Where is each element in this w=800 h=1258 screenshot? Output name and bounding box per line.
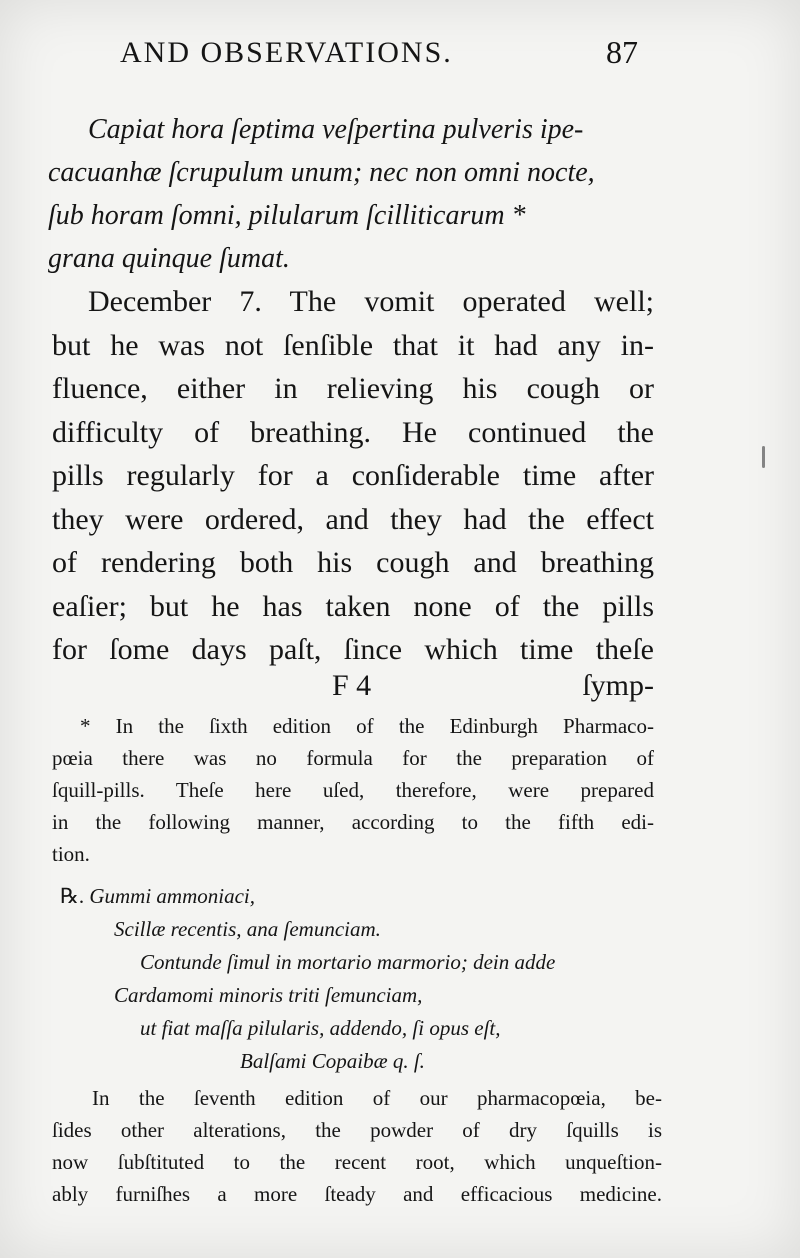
prescription-line: grana quinque ſumat. [48,243,290,274]
catchword: ſymp- [582,669,654,702]
body-line: for ſome days paſt, ſince which time theſe [52,633,654,666]
signature-mark: F 4 [332,669,372,702]
footnote-line: ably furniſhes a more ſteady and efficacious medicine. [52,1182,662,1206]
recipe-line [60,880,660,913]
footnote-line: In the ſeventh edition of our pharmacopœia, be- [92,1086,662,1110]
footnote-line: now ſubſtituted to the recent root, which unqueſtion- [52,1150,662,1174]
body-line: difficulty of breathing. He continued the [52,415,654,449]
recipe-line: ut fiat maſſa pilularis, addendo, ſi opus eſt, [140,1016,501,1040]
body-line: pills regularly for a conſiderable time after [52,459,654,492]
body-line: eaſier; but he has taken none of the pills [52,589,654,623]
body-paragraph [52,280,654,672]
page-header [0,32,800,82]
footnote [52,710,654,870]
footnote-line: ſides other alterations, the powder of dry ſquills is [52,1118,662,1142]
body-line: but he was not ſenſible that it had any in- [52,328,654,362]
prescription-paragraph [48,108,653,280]
ink-speck [762,446,765,468]
body-line: December 7. The vomit operated well; [88,285,654,318]
recipe-line: Balſami Copaibæ q. ſ. [240,1049,425,1073]
rx-symbol: ℞. [60,884,85,908]
footnote-line: * In the ſixth edition of the Edinburgh Pharmaco- [80,714,654,738]
prescription-line: cacuanhæ ſcrupulum unum; nec non omni nocte, [48,157,595,188]
footnote-continuation [52,1082,662,1210]
recipe-line: Cardamomi minoris triti ſemunciam, [114,983,423,1007]
signature-row [52,664,654,708]
page-number: 87 [606,34,638,70]
recipe-ingredient: Gummi ammoniaci, [89,884,255,908]
prescription-line: ſub horam ſomni, pilularum ſcilliticarum * [48,200,526,231]
body-line: they were ordered, and they had the effect [52,502,654,536]
footnote-line: ſquill-pills. Theſe here uſed, therefore, were prepared [52,778,654,802]
body-line: of rendering both his cough and breathing [52,546,654,579]
body-line: fluence, either in relieving his cough or [52,372,654,405]
footnote-line: in the following manner, according to the fifth edi- [52,810,654,834]
recipe-line: Contunde ſimul in mortario marmorio; dein adde [140,950,556,974]
footnote-line: tion. [52,842,90,866]
running-title: AND OBSERVATIONS. [120,36,453,69]
footnote-line: pœia there was no formula for the preparation of [52,746,654,770]
prescription-line: Capiat hora ſeptima veſpertina pulveris ipe- [88,114,584,145]
recipe-line: Scillæ recentis, ana ſemunciam. [114,917,381,941]
recipe-block [60,880,660,1078]
